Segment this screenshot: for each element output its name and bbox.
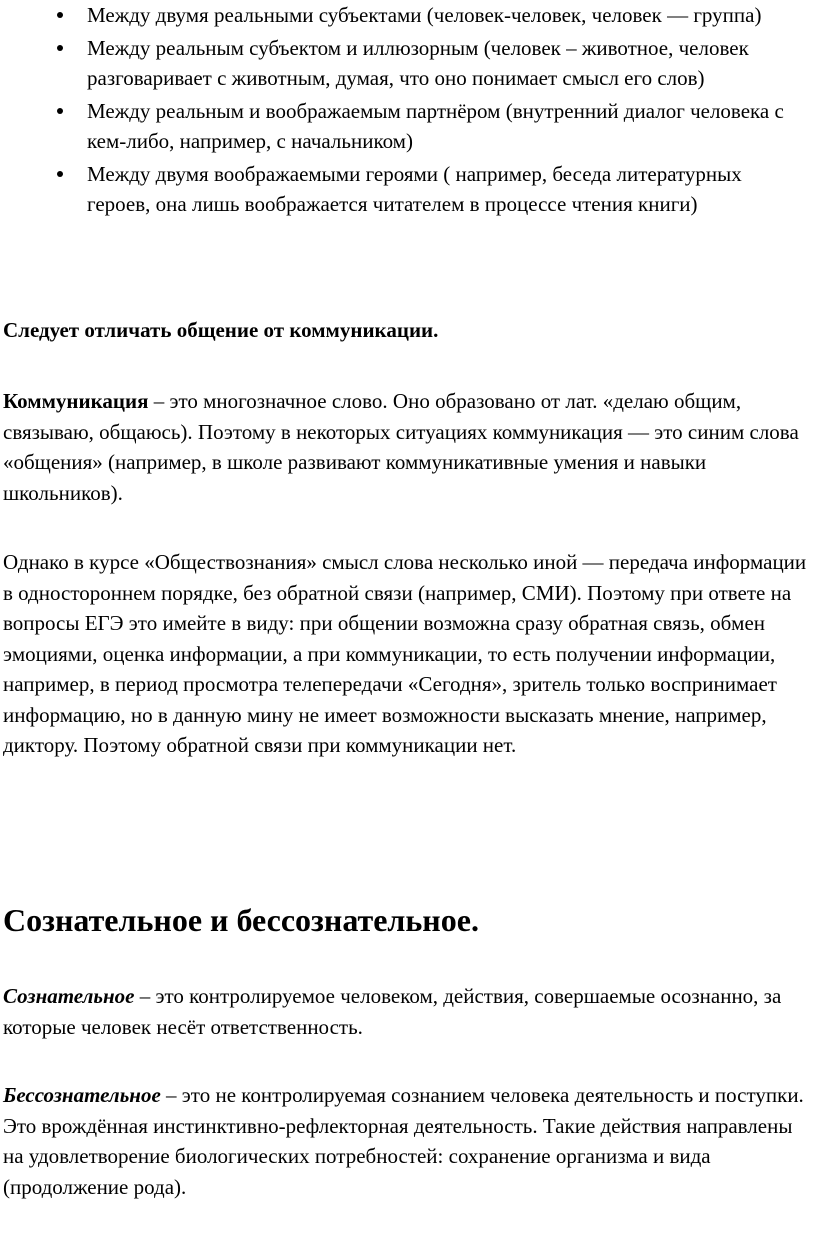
- section-heading: Сознательное и бессознательное.: [3, 902, 479, 938]
- conscious-text: – это контролируемое человеком, действия, совершаемые осознанно, за которые человек несёт ответственность.: [3, 984, 782, 1039]
- communication-text: – это многозначное слово. Оно образовано от лат. «делаю общим, связываю, общаюсь). Поэтому в некоторых ситуациях коммуникация — это синим слова «общения» (например, в школе развивают коммуникативные умения и навыки школьников).: [3, 389, 799, 505]
- list-item: [0, 0, 816, 31]
- list-item-text: Между реальным субъектом и иллюзорным (человек – животное, человек разговаривает с животным, думая, что оно понимает смысл его слов): [87, 35, 749, 90]
- list-item: [0, 96, 816, 157]
- list-item-text: Между двумя реальными субъектами (человек-человек, человек — группа): [87, 3, 762, 27]
- list-item-text: Между двумя воображаемыми героями ( например, беседа литературных героев, она лишь воображается читателем в процессе чтения книги): [87, 161, 742, 216]
- distinction-statement: Следует отличать общение от коммуникации.: [3, 318, 439, 342]
- conscious-definition: [3, 981, 813, 1042]
- unconscious-term: Бессознательное: [3, 1083, 161, 1107]
- list-item-text: Между реальным и воображаемым партнёром (внутренний диалог человека с кем-либо, например, с начальником): [87, 98, 784, 153]
- bullet-icon: [57, 171, 63, 177]
- bullet-icon: [57, 45, 63, 51]
- communication-term: Коммуникация: [3, 389, 149, 413]
- communication-definition: [3, 386, 813, 508]
- unconscious-definition: [3, 1080, 813, 1202]
- communication-types-list: [0, 0, 816, 222]
- bullet-icon: [57, 108, 63, 114]
- however-paragraph: Однако в курсе «Обществознания» смысл слова несколько иной — передача информации в одностороннем порядке, без обратной связи (например, СМИ). Поэтому при ответе на вопросы ЕГЭ это имейте в виду: при общении возможна сразу обратная связь, обмен эмоциями, оценка информации, а при коммуникации, то есть получении информации, например, в период просмотра телепередачи «Сегодня», зритель только воспринимает информацию, но в данную мину не имеет возможности высказать мнение, например, диктору. Поэтому обратной связи при коммуникации нет.: [3, 550, 807, 757]
- list-item: [0, 159, 816, 220]
- conscious-term: Сознательное: [3, 984, 135, 1008]
- unconscious-text: – это не контролируемая сознанием человека деятельность и поступки. Это врождённая инстинктивно-рефлекторная деятельность. Такие действия направлены на удовлетворение биологических потребностей: сохранение организма и вида (продолжение рода).: [3, 1083, 804, 1199]
- list-item: [0, 33, 816, 94]
- bullet-icon: [57, 12, 63, 18]
